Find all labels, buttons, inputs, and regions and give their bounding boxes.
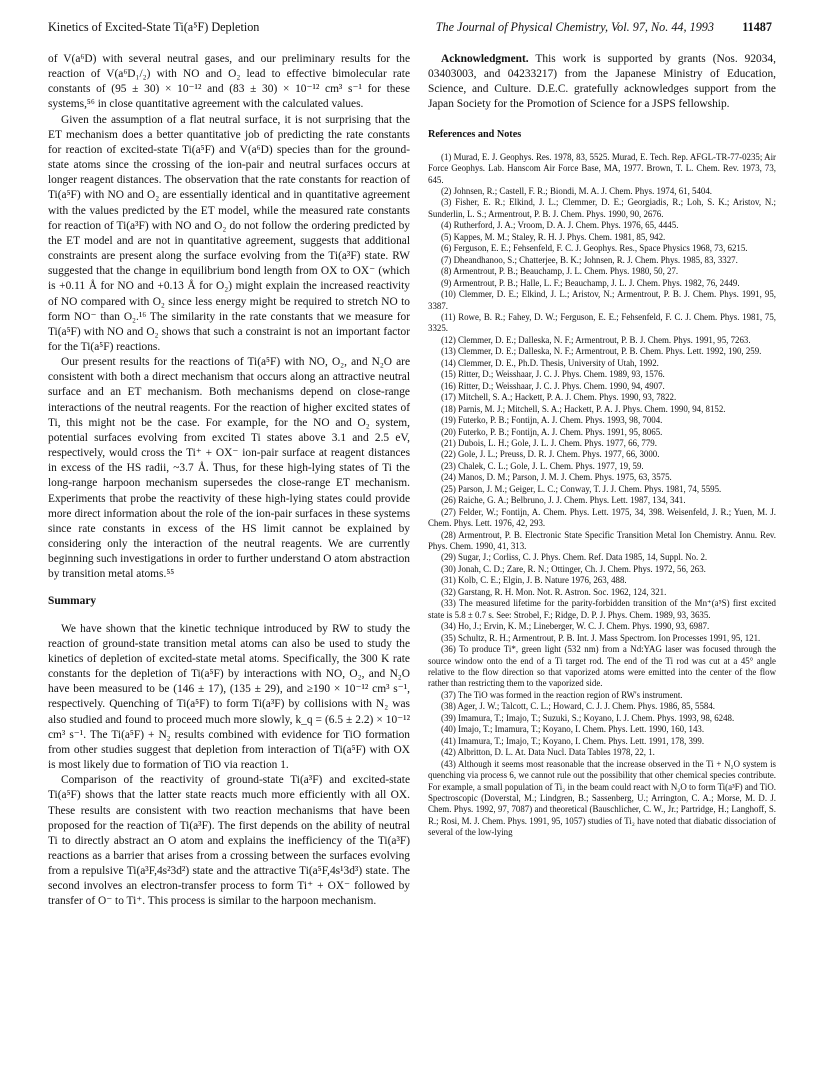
reference-item: (39) Imamura, T.; Imajo, T.; Suzuki, S.; Koyano, I. J. Chem. Phys. 1993, 98, 6248. — [441, 712, 735, 723]
reference-item: (15) Ritter, D.; Weisshaar, J. C. J. Phys. Chem. 1989, 93, 1576. — [441, 369, 665, 380]
reference-item: (27) Felder, W.; Fontijn, A. Chem. Phys. Lett. 1975, 34, 398. Weisenfeld, J. R.; Yuen, M. J. Chem. Phys. Lett. 1976, 42, 293. — [428, 506, 776, 529]
reference-item: (12) Clemmer, D. E.; Dalleska, N. F.; Armentrout, P. B. J. Chem. Phys. 1991, 95, 7263. — [441, 334, 751, 345]
reference-item: (35) Schultz, R. H.; Armentrout, P. B. Int. J. Mass Spectrom. Ion Processes 1991, 95, 121. — [441, 632, 761, 643]
reference-item: (8) Armentrout, P. B.; Beauchamp, J. L. Chem. Phys. 1980, 50, 27. — [441, 266, 679, 277]
reference-item: (4) Rutherford, J. A.; Vroom, D. A. J. Chem. Phys. 1976, 65, 4445. — [441, 220, 679, 231]
reference-item: (13) Clemmer, D. E.; Dalleska, N. F.; Armentrout, P. B. Chem. Phys. Lett. 1992, 190, 259. — [441, 346, 762, 357]
reference-item: (32) Garstang, R. H. Mon. Not. R. Astron. Soc. 1962, 124, 321. — [441, 586, 667, 597]
reference-item: (22) Gole, J. L.; Preuss, D. R. J. Chem. Phys. 1977, 66, 3000. — [441, 449, 660, 460]
running-header — [48, 20, 772, 42]
reference-item: (21) Dubois, L. H.; Gole, J. L. J. Chem. Phys. 1977, 66, 779. — [441, 437, 657, 448]
reference-item: (38) Ager, J. W.; Talcott, C. L.; Howard, C. J. J. Chem. Phys. 1986, 85, 5584. — [441, 701, 715, 712]
reference-item: (28) Armentrout, P. B. Electronic State Specific Transition Metal Ion Chemistry. Annu. Rev. Phys. Chem. 1990, 41, 313. — [428, 529, 776, 552]
reference-item: (25) Parson, J. M.; Geiger, L. C.; Conway, T. J. J. Chem. Phys. 1981, 74, 5595. — [441, 483, 722, 494]
reference-item: (6) Ferguson, E. E.; Fehsenfeld, F. C. J. Geophys. Res., Space Physics 1968, 73, 6215. — [441, 243, 748, 254]
reference-item: (42) Albritton, D. L. At. Data Nucl. Data Tables 1978, 22, 1. — [441, 747, 655, 758]
reference-item: (31) Kolb, C. E.; Elgin, J. B. Nature 1976, 263, 488. — [441, 575, 627, 586]
reference-item: (40) Imajo, T.; Imamura, T.; Koyano, I. Chem. Phys. Lett. 1990, 160, 143. — [441, 724, 705, 735]
paragraph: Comparison of the reactivity of ground-state Ti(a³F) and excited-state Ti(a⁵F) shows that the latter state reacts much more efficiently with all OX. These results are consistent with two reaction mechanisms that have been proposed for the reaction of Ti(a³F). The first depends on the ability of neutral Ti to directly abstract an O atom and explains the inefficiency of the Ti(a³F) reactions as a barrier that arises from a crossing between the surfaces evolving from a repulsive Ti(a³F,4s²3d²) state and the attractive Ti(a⁵F,4s¹3d³) state. The second involves an electron-transfer process to form Ti⁺ + OX⁻ followed by transfer of O⁻ to Ti⁺. This process is similar to the harpoon mechanism. — [48, 774, 410, 908]
reference-item: (23) Chalek, C. L.; Gole, J. L. Chem. Phys. 1977, 19, 59. — [441, 460, 644, 471]
reference-item: (5) Kappes, M. M.; Staley, R. H. J. Phys. Chem. 1981, 85, 942. — [441, 231, 666, 242]
acknowledgment-label: Acknowledgment. — [441, 53, 529, 65]
paragraph: We have shown that the kinetic technique introduced by RW to study the reaction of ground-state transition metal atoms can also be used to study the kinetics of depletion of excited-state metal atoms. Specifically, the 300 K rate constants for the depletion of Ti(a⁵F) by interactions with NO, O₂, and N₂O have been measured to be (146 ± 17), (135 ± 29), and ≥190 × 10⁻¹² cm³ s⁻¹, respectively. Quenching of Ti(a⁵F) to form Ti(a³F) by collisions with N₂ was also studied and found to proceed much more slowly, k_q = (6.5 ± 2.2) × 10⁻¹² cm³ s⁻¹. The Ti(a⁵F) + N₂ results combined with evidence for TiO formation from other studies suggest that depletion from interaction of Ti(a⁵F) with OX is most likely due to formation of TiO via reaction 1. — [48, 622, 410, 772]
reference-item: (34) Ho, J.; Ervin, K. M.; Lineberger, W. C. J. Chem. Phys. 1990, 93, 6987. — [441, 621, 710, 632]
reference-item: (41) Imamura, T.; Imajo, T.; Koyano, I. Chem. Phys. Lett. 1991, 178, 399. — [441, 735, 705, 746]
reference-item: (16) Ritter, D.; Weisshaar, J. C. J. Phys. Chem. 1990, 94, 4907. — [441, 380, 665, 391]
reference-item: (29) Sugar, J.; Corliss, C. J. Phys. Chem. Ref. Data 1985, 14, Suppl. No. 2. — [441, 552, 708, 563]
journal-citation: The Journal of Physical Chemistry, Vol. 97, No. 44, 1993 — [435, 20, 714, 34]
reference-item: (7) Dheandhanoo, S.; Chatterjee, B. K.; Johnsen, R. J. Chem. Phys. 1985, 83, 3327. — [441, 254, 738, 265]
page-number: 11487 — [742, 20, 772, 34]
paragraph: Our present results for the reactions of Ti(a⁵F) with NO, O₂, and N₂O are consistent with both a direct mechanism that occurs along an attractive neutral surface and an ET mechanism. Both mechanisms depend on close-range interactions of the neutral reagents. For the reaction of higher excited states of Ti, this might not be the case. For example, for the NO and O₂ system, potential surfaces evolving from excited Ti states above 3.1 and 2.5 eV, respectively, would cross the Ti⁺ + OX⁻ ion-pair surface at reagent distances in excess of the HS radii, ~3.7 Å. Thus, for these high-lying states of Ti the long-range harpoon mechanism supersedes the close-range ET mechanism. Experiments that probe the reactivity of these high-lying states could provide more direct information about the role of the ion-pair surfaces in these systems since rate constants in excess of the HS limit cannot be explained by considering only the interaction of the neutral reagents. We are currently beginning such investigations in order to further understand O atom abstraction by transition metal atoms.⁵⁵ — [48, 356, 410, 581]
reference-item: (36) To produce Ti*, green light (532 nm) from a Nd:YAG laser was focused through the source window onto the end of a Ti target rod. The end of the Ti rod was cut at a 45° angle relative to the flow direction so that vaporized atoms were emitted into the center of the flow rather than restricting them to the vaporized side. — [428, 644, 776, 689]
reference-item: (20) Futerko, P. B.; Fontijn, A. J. Chem. Phys. 1991, 95, 8065. — [441, 426, 663, 437]
reference-item: (24) Manos, D. M.; Parson, J. M. J. Chem. Phys. 1975, 63, 3575. — [441, 472, 672, 483]
reference-item: (2) Johnsen, R.; Castell, F. R.; Biondi, M. A. J. Chem. Phys. 1974, 61, 5404. — [441, 185, 712, 196]
reference-item: (26) Raiche, G. A.; Belbruno, J. J. Chem. Phys. Lett. 1987, 134, 341. — [441, 495, 686, 506]
references-heading: References and Notes — [428, 128, 522, 140]
left-column — [48, 52, 410, 910]
reference-item: (11) Rowe, B. R.; Fahey, D. W.; Ferguson, E. E.; Fehsenfeld, F. C. J. Chem. Phys. 1981, 75, 3325. — [428, 311, 776, 334]
reference-item: (30) Jonah, C. D.; Zare, R. N.; Ottinger, Ch. J. Chem. Phys. 1972, 56, 263. — [441, 563, 706, 574]
reference-list — [428, 152, 776, 839]
running-title: Kinetics of Excited-State Ti(a⁵F) Depletion — [48, 20, 260, 34]
reference-item: (19) Futerko, P. B.; Fontijn, A. J. Chem. Phys. 1993, 98, 7004. — [441, 415, 663, 426]
reference-item: (9) Armentrout, P. B.; Halle, L. F.; Beauchamp, J. L. J. Chem. Phys. 1982, 76, 2449. — [441, 277, 740, 288]
reference-item: (17) Mitchell, S. A.; Hackett, P. A. J. Chem. Phys. 1990, 93, 7822. — [441, 392, 677, 403]
reference-item: (37) The TiO was formed in the reaction region of RW's instrument. — [441, 689, 683, 700]
summary-heading: Summary — [48, 595, 97, 608]
reference-item: (43) Although it seems most reasonable that the increase observed in the Ti + N₂O system is quenching via process 6, we cannot rule out the possibility that other chemical species contribute. For example, a small population of Ti₂ in the beam could react with N₂O to form Ti(a³F) and TiO. Spectroscopic (Doverstal, M.; Lindgren, B.; Sassenberg, U.; Arrington, C. A.; Morse, M. D. J. Chem. Phys. 1992, 97, 7087) and theoretical (Bauschlicher, C. W., Jr.; Partridge, H.; Langhoff, S. R.; Rosi, M. J. Chem. Phys. 1991, 95, 1057) studies of Ti₂ have noted that diabatic dissociation of several of the low-lying — [428, 758, 776, 838]
reference-item: (14) Clemmer, D. E., Ph.D. Thesis, University of Utah, 1992. — [441, 357, 659, 368]
reference-item: (10) Clemmer, D. E.; Elkind, J. L.; Aristov, N.; Armentrout, P. B. J. Chem. Phys. 1991, 95, 3387. — [428, 289, 776, 311]
paragraph: Given the assumption of a flat neutral surface, it is not surprising that the ET mechanism does a better quantitative job of predicting the rate constants for reaction of excited-state Ti(a⁵F) and V(a⁶D) species than for the ground-state atoms since the crossing of the ion-pair and neutral surfaces occurs at longer reagent distances. The observation that the rate constants for reaction of Ti(a⁵F) with NO and O₂ are essentially identical and in quantitative agreement with the values predicted by the ET model, while the measured rate constants for reaction of Ti(a³F) with NO and O₂ do not follow the ordering predicted by the ET model and are not in quantitative agreement, suggests that additional constraints are present along the surface evolving from the Ti(a³F) state. RW suggested that the change in equilibrium bond length from OX to OX⁻ (which is +0.11 Å for NO and +0.13 Å for O₂) might explain the increased reactivity of NO compared with O₂ since less energy might be required to stretch NO to form NO⁻ than O₂.¹⁶ The similarity in the rate constants that we measure for Ti(a⁵F) with NO and O₂ shows that such a constraint is not an important factor for the Ti(a⁵F) reactions. — [48, 113, 410, 353]
right-column — [428, 52, 776, 839]
reference-item: (33) The measured lifetime for the parity-forbidden transition of the Mn⁺(a⁵S) first excited state is 5.8 ± 0.7 s. See: Strobel, F.; Ridge, D. P. J. Phys. Chem. 1989, 93, 3635. — [428, 598, 776, 620]
reference-item: (18) Parnis, M. J.; Mitchell, S. A.; Hackett, P. A. J. Phys. Chem. 1990, 94, 8152. — [441, 403, 726, 414]
acknowledgment-text: This work is supported by grants (Nos. 92034, 03403003, and 04233217) from the Japanese Ministry of Education, Science, and Culture. D.E.C. gratefully acknowledges support from the Japan Society for the Promotion of Science for a JSPS fellowship. — [428, 53, 776, 111]
reference-item: (3) Fisher, E. R.; Elkind, J. L.; Clemmer, D. E.; Georgiadis, R.; Loh, S. K.; Aristov, N.; Sunderlin, L. S.; Armentrout, P. B. J. Chem. Phys. 1990, 90, 2676. — [428, 197, 776, 219]
paragraph: of V(a⁶D) with several neutral gases, and our preliminary results for the reaction of V(a⁶D₁/₂) with NO and O₂ lead to effective bimolecular rate constants of (95 ± 30) × 10⁻¹² and (83 ± 30) × 10⁻¹² cm³ s⁻¹ for these systems,⁵⁶ in close quantitative agreement with the calculated values. — [48, 53, 410, 111]
acknowledgment — [428, 52, 776, 113]
reference-item: (1) Murad, E. J. Geophys. Res. 1978, 83, 5525. Murad, E. Tech. Rep. AFGL-TR-77-0235; Air Force Geophys. Lab. Hanscom Air Force Base, MA, 1977. Brown, T. L. Chem. Rev. 1973, 73, 645. — [428, 151, 776, 185]
